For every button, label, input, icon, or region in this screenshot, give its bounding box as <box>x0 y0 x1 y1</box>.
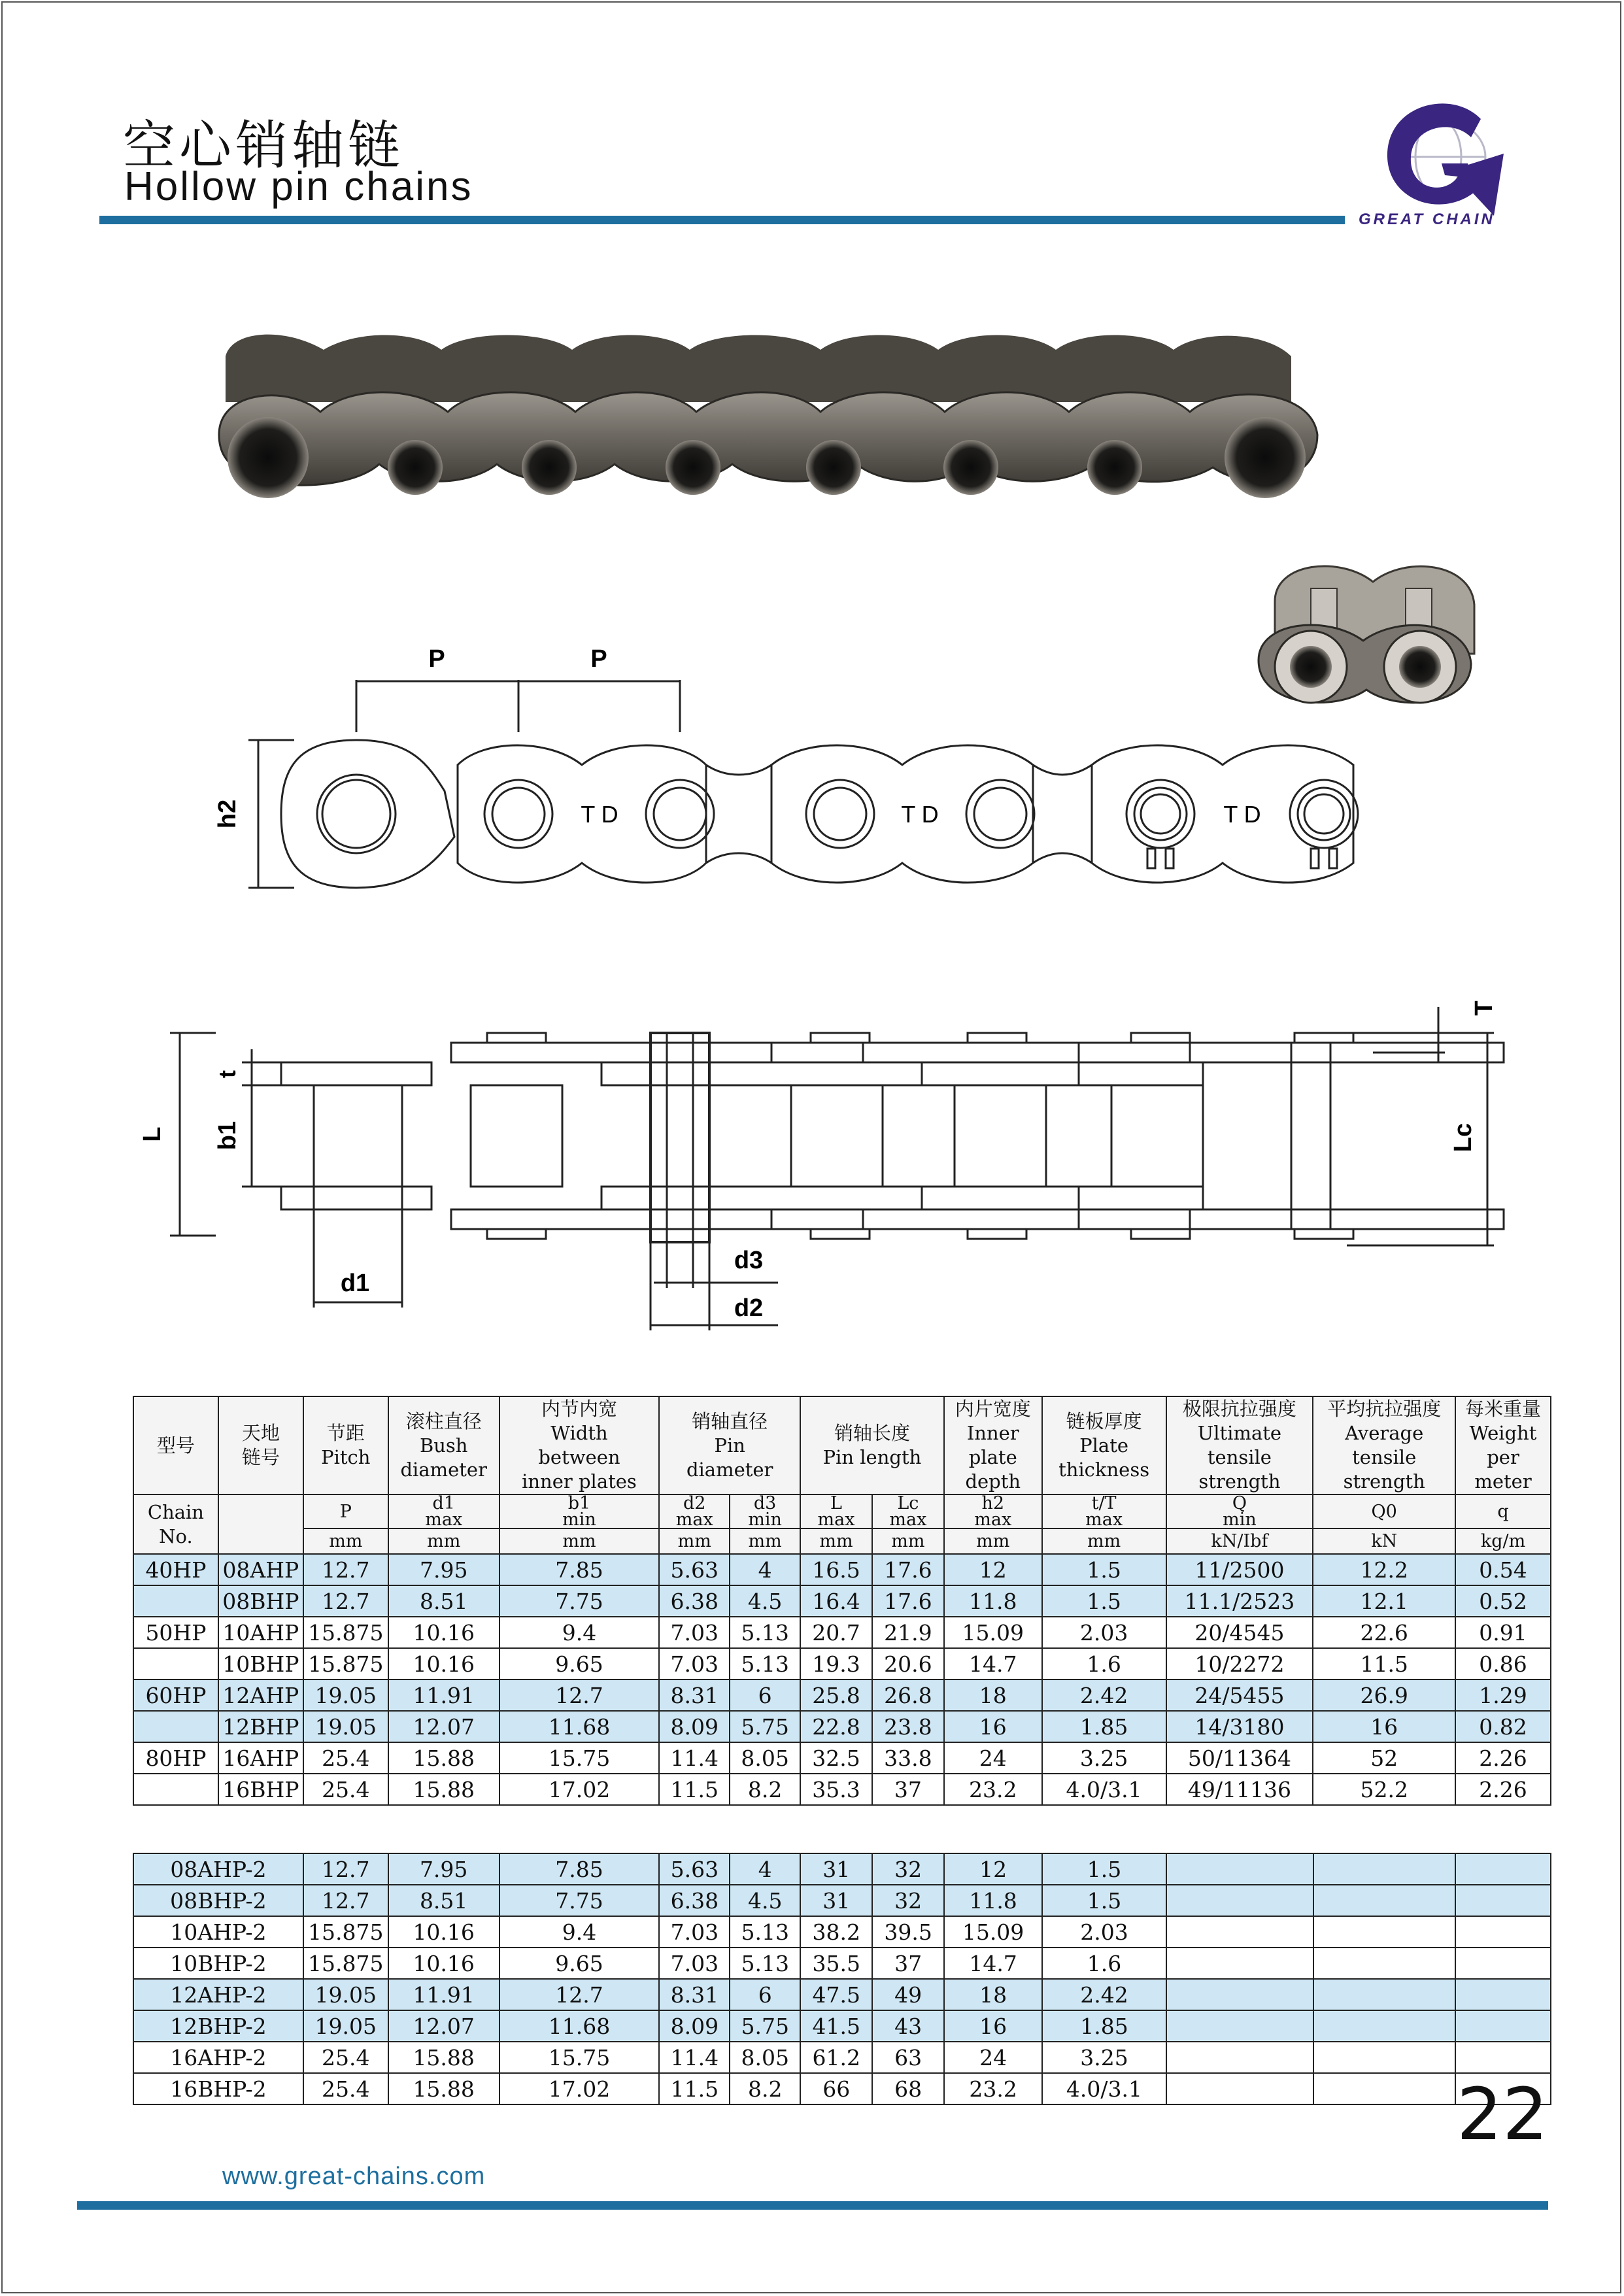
table-cell: 5.13 <box>730 1916 800 1948</box>
table-cell: 24 <box>944 1742 1042 1774</box>
table-cell: 7.03 <box>659 1648 730 1680</box>
table-cell: 7.85 <box>499 1554 660 1585</box>
table-cell: 4.0/3.1 <box>1042 2073 1166 2104</box>
sym-cell: d3 min <box>730 1494 800 1528</box>
table-cell: 15.875 <box>303 1948 388 1979</box>
label-td2: T D <box>901 801 939 828</box>
table-row <box>133 1648 1551 1680</box>
table-cell: 16 <box>944 2010 1042 2042</box>
table-cell: 12AHP-2 <box>133 1979 303 2010</box>
table-cell: 32 <box>872 1885 944 1916</box>
table-cell: 68 <box>872 2073 944 2104</box>
table-cell: 10.16 <box>388 1648 499 1680</box>
table-cell: 33.8 <box>872 1742 944 1774</box>
table-cell <box>1166 2042 1313 2073</box>
header-model: 型号 <box>133 1396 218 1494</box>
table-row <box>133 1916 1551 1948</box>
table-cell: 10.16 <box>388 1916 499 1948</box>
table-cell <box>1313 1916 1456 1948</box>
table-cell: 52 <box>1313 1742 1455 1774</box>
table-cell: 12.7 <box>499 1680 660 1711</box>
table-cell: 12.7 <box>303 1885 388 1916</box>
table-cell: 25.8 <box>800 1680 872 1711</box>
table-cell: 11.68 <box>499 2010 660 2042</box>
table-cell: 37 <box>872 1948 944 1979</box>
table-cell: 25.4 <box>303 2042 388 2073</box>
logo-text: GREAT CHAIN <box>1359 211 1495 228</box>
table-cell: 11.5 <box>1313 1648 1455 1680</box>
table-cell: 6.38 <box>659 1885 730 1916</box>
table-unit-row <box>133 1528 1551 1554</box>
unit-cell: mm <box>388 1528 499 1554</box>
label-h2: h2 <box>214 799 241 829</box>
table-cell: 0.82 <box>1455 1711 1551 1742</box>
page-number: 22 <box>1457 2072 1548 2156</box>
table-cell: 40HP <box>133 1554 218 1585</box>
table-cell: 16BHP-2 <box>133 2073 303 2104</box>
table-cell: 9.4 <box>499 1617 660 1648</box>
table-cell <box>1313 1885 1456 1916</box>
table-cell: 15.875 <box>303 1617 388 1648</box>
table-cell: 15.75 <box>499 1742 660 1774</box>
table-cell: 5.63 <box>659 1554 730 1585</box>
unit-cell: mm <box>659 1528 730 1554</box>
table-cell: 12 <box>944 1554 1042 1585</box>
table-cell: 20.6 <box>872 1648 944 1680</box>
table-cell: 11.5 <box>659 2073 730 2104</box>
table-cell: 52.2 <box>1313 1774 1455 1805</box>
table-row <box>133 1774 1551 1805</box>
table-cell <box>1313 2073 1456 2104</box>
table-cell: 7.75 <box>499 1885 660 1916</box>
table-cell: 16BHP <box>218 1774 303 1805</box>
spec-table-simplex <box>133 1396 1551 1806</box>
table-cell: 47.5 <box>800 1979 872 2010</box>
table-cell: 12BHP <box>218 1711 303 1742</box>
table-cell: 80HP <box>133 1742 218 1774</box>
table-cell: 20.7 <box>800 1617 872 1648</box>
table-cell <box>1313 2042 1456 2073</box>
table-cell: 24/5455 <box>1166 1680 1313 1711</box>
unit-cell: mm <box>944 1528 1042 1554</box>
table-cell: 1.5 <box>1042 1853 1166 1885</box>
table-cell: 8.2 <box>730 1774 800 1805</box>
table-cell: 12.07 <box>388 2010 499 2042</box>
table-row <box>133 1853 1551 1885</box>
table-cell: 8.51 <box>388 1885 499 1916</box>
table-cell: 5.13 <box>730 1617 800 1648</box>
table-cell: 26.8 <box>872 1680 944 1711</box>
table-cell <box>1166 1948 1313 1979</box>
table-cell <box>1455 1853 1551 1885</box>
table-cell <box>1455 2042 1551 2073</box>
table-cell: 1.29 <box>1455 1680 1551 1711</box>
table-cell <box>1455 1948 1551 1979</box>
header-rule <box>99 216 1345 224</box>
table-cell <box>1166 1979 1313 2010</box>
table-cell <box>1166 2073 1313 2104</box>
table-symbol-row <box>133 1494 1551 1528</box>
sym-cell: b1 min <box>499 1494 660 1528</box>
table-cell: 61.2 <box>800 2042 872 2073</box>
header-width: 内节内宽 Width between inner plates <box>499 1396 660 1494</box>
table-cell: 31 <box>800 1853 872 1885</box>
table-cell: 2.03 <box>1042 1916 1166 1948</box>
label-d2: d2 <box>734 1294 764 1322</box>
table-cell: 10AHP-2 <box>133 1916 303 1948</box>
table-cell: 49 <box>872 1979 944 2010</box>
table-cell: 11/2500 <box>1166 1554 1313 1585</box>
unit-cell: mm <box>499 1528 660 1554</box>
label-T: T <box>1470 1000 1498 1016</box>
table-cell: 50HP <box>133 1617 218 1648</box>
table-cell: 12.1 <box>1313 1585 1455 1617</box>
table-cell: 21.9 <box>872 1617 944 1648</box>
label-td1: T D <box>581 801 618 828</box>
table-header-row <box>133 1396 1551 1494</box>
table-cell: 11.68 <box>499 1711 660 1742</box>
table-cell: 6.38 <box>659 1585 730 1617</box>
table-cell: 1.85 <box>1042 2010 1166 2042</box>
table-cell: 23.8 <box>872 1711 944 1742</box>
table-cell: 7.95 <box>388 1554 499 1585</box>
table-cell: 11.4 <box>659 1742 730 1774</box>
table-cell: 08AHP <box>218 1554 303 1585</box>
chain-side-view-diagram <box>196 641 1406 902</box>
label-b1: b1 <box>214 1121 241 1151</box>
table-cell <box>133 1648 218 1680</box>
unit-cell: mm <box>1042 1528 1166 1554</box>
sym-cell: h2 max <box>944 1494 1042 1528</box>
table-cell: 50/11364 <box>1166 1742 1313 1774</box>
table-cell: 12.2 <box>1313 1554 1455 1585</box>
table-cell: 08BHP <box>218 1585 303 1617</box>
table-cell: 35.5 <box>800 1948 872 1979</box>
header-empty <box>218 1494 303 1554</box>
table-cell: 15.88 <box>388 1774 499 1805</box>
table-cell: 1.85 <box>1042 1711 1166 1742</box>
table-cell: 9.65 <box>499 1648 660 1680</box>
table-cell: 22.6 <box>1313 1617 1455 1648</box>
table-cell: 15.875 <box>303 1648 388 1680</box>
table-cell: 12AHP <box>218 1680 303 1711</box>
label-d3: d3 <box>734 1247 764 1274</box>
table-cell: 32.5 <box>800 1742 872 1774</box>
table-cell: 10BHP-2 <box>133 1948 303 1979</box>
website-link[interactable]: www.great-chains.com <box>222 2163 486 2190</box>
table-row <box>133 1617 1551 1648</box>
table-cell: 11.8 <box>944 1885 1042 1916</box>
table-cell: 10.16 <box>388 1948 499 1979</box>
table-cell: 18 <box>944 1979 1042 2010</box>
table-cell: 63 <box>872 2042 944 2073</box>
table-cell: 7.75 <box>499 1585 660 1617</box>
table-cell: 8.31 <box>659 1979 730 2010</box>
table-cell: 25.4 <box>303 1742 388 1774</box>
table-cell: 11.91 <box>388 1979 499 2010</box>
table-cell <box>1166 1853 1313 1885</box>
table-cell <box>1313 2010 1456 2042</box>
table-cell: 26.9 <box>1313 1680 1455 1711</box>
table-cell: 25.4 <box>303 2073 388 2104</box>
table-cell: 15.75 <box>499 2042 660 2073</box>
table-cell: 66 <box>800 2073 872 2104</box>
table-cell: 15.88 <box>388 1742 499 1774</box>
table-cell: 2.26 <box>1455 1774 1551 1805</box>
table-cell: 2.42 <box>1042 1680 1166 1711</box>
header-pin-length: 销轴长度 Pin length <box>800 1396 944 1494</box>
chain-top-view-diagram <box>131 981 1517 1347</box>
table-cell: 14/3180 <box>1166 1711 1313 1742</box>
sym-cell: Q0 <box>1313 1494 1455 1528</box>
table-cell: 12BHP-2 <box>133 2010 303 2042</box>
header-bush: 滚柱直径 Bush diameter <box>388 1396 499 1494</box>
table-cell: 9.4 <box>499 1916 660 1948</box>
table-row <box>133 1554 1551 1585</box>
header-plate-thickness: 链板厚度 Plate thickness <box>1042 1396 1166 1494</box>
table-cell: 9.65 <box>499 1948 660 1979</box>
table-cell: 1.5 <box>1042 1885 1166 1916</box>
table-cell: 1.5 <box>1042 1585 1166 1617</box>
table-cell: 2.03 <box>1042 1617 1166 1648</box>
table-cell: 8.09 <box>659 1711 730 1742</box>
table-cell: 1.6 <box>1042 1648 1166 1680</box>
header-ultimate: 极限抗拉强度 Ultimate tensile strength <box>1166 1396 1313 1494</box>
table-cell: 16AHP <box>218 1742 303 1774</box>
table-cell <box>1455 2010 1551 2042</box>
table-row <box>133 1742 1551 1774</box>
table-cell: 3.25 <box>1042 1742 1166 1774</box>
table-cell <box>1455 1979 1551 2010</box>
table-cell: 22.8 <box>800 1711 872 1742</box>
table-cell <box>1313 1853 1456 1885</box>
table-cell: 37 <box>872 1774 944 1805</box>
table-cell: 6 <box>730 1979 800 2010</box>
table-cell: 19.3 <box>800 1648 872 1680</box>
table-cell: 08AHP-2 <box>133 1853 303 1885</box>
header-tiandi: 天地 链号 <box>218 1396 303 1494</box>
table-cell: 35.3 <box>800 1774 872 1805</box>
table-cell: 16.5 <box>800 1554 872 1585</box>
table-row <box>133 2010 1551 2042</box>
table-cell <box>1166 2010 1313 2042</box>
unit-cell: mm <box>730 1528 800 1554</box>
table-cell <box>133 1774 218 1805</box>
table-cell: 5.63 <box>659 1853 730 1885</box>
table-cell: 7.03 <box>659 1617 730 1648</box>
sym-cell: L max <box>800 1494 872 1528</box>
table-cell: 11.4 <box>659 2042 730 2073</box>
table-cell: 16 <box>1313 1711 1455 1742</box>
table-cell: 8.09 <box>659 2010 730 2042</box>
unit-cell: kg/m <box>1455 1528 1551 1554</box>
table-cell: 16 <box>944 1711 1042 1742</box>
table-cell: 12.7 <box>303 1853 388 1885</box>
table-row <box>133 1711 1551 1742</box>
table-cell: 10.16 <box>388 1617 499 1648</box>
label-p1: P <box>428 645 445 673</box>
table-cell: 1.5 <box>1042 1554 1166 1585</box>
page-title-cn: 空心销轴链 <box>123 115 404 176</box>
table-cell <box>1313 1948 1456 1979</box>
table-cell: 3.25 <box>1042 2042 1166 2073</box>
table-cell: 7.95 <box>388 1853 499 1885</box>
table-cell: 12 <box>944 1853 1042 1885</box>
sym-cell: d2 max <box>659 1494 730 1528</box>
table-cell: 1.6 <box>1042 1948 1166 1979</box>
table-cell <box>1166 1916 1313 1948</box>
table-cell: 39.5 <box>872 1916 944 1948</box>
table-cell: 5.13 <box>730 1948 800 1979</box>
unit-cell: kN <box>1313 1528 1455 1554</box>
table-cell: 15.09 <box>944 1916 1042 1948</box>
table-row <box>133 1680 1551 1711</box>
table-cell: 14.7 <box>944 1948 1042 1979</box>
table-cell: 0.52 <box>1455 1585 1551 1617</box>
spec-table-duplex <box>133 1853 1551 2105</box>
footer-rule <box>77 2201 1548 2210</box>
table-cell: 16AHP-2 <box>133 2042 303 2073</box>
unit-cell: mm <box>872 1528 944 1554</box>
table-cell: 12.7 <box>303 1585 388 1617</box>
table-cell: 11.91 <box>388 1680 499 1711</box>
table-row <box>133 1948 1551 1979</box>
label-t: t <box>214 1070 241 1078</box>
table-cell: 7.85 <box>499 1853 660 1885</box>
page-title-en: Hollow pin chains <box>124 164 473 209</box>
table-row <box>133 2042 1551 2073</box>
table-cell: 19.05 <box>303 1711 388 1742</box>
table-cell: 4.5 <box>730 1885 800 1916</box>
table-cell: 2.26 <box>1455 1742 1551 1774</box>
table-cell <box>1313 1979 1456 2010</box>
table-cell: 8.05 <box>730 1742 800 1774</box>
header-weight: 每米重量 Weight per meter <box>1455 1396 1551 1494</box>
table-cell: 4 <box>730 1853 800 1885</box>
table-cell: 17.6 <box>872 1585 944 1617</box>
table-row <box>133 1885 1551 1916</box>
table-cell: 20/4545 <box>1166 1617 1313 1648</box>
table-cell: 11.5 <box>659 1774 730 1805</box>
table-cell: 15.88 <box>388 2042 499 2073</box>
table-cell: 41.5 <box>800 2010 872 2042</box>
sym-cell: Lc max <box>872 1494 944 1528</box>
table-cell: 5.13 <box>730 1648 800 1680</box>
table-cell: 14.7 <box>944 1648 1042 1680</box>
table-cell <box>133 1711 218 1742</box>
table-cell: 43 <box>872 2010 944 2042</box>
table-cell: 0.54 <box>1455 1554 1551 1585</box>
table-cell: 17.6 <box>872 1554 944 1585</box>
label-L: L <box>139 1126 166 1142</box>
label-Lc: Lc <box>1449 1123 1477 1153</box>
table-cell: 25.4 <box>303 1774 388 1805</box>
table-cell: 8.51 <box>388 1585 499 1617</box>
table-cell: 31 <box>800 1885 872 1916</box>
table-cell: 15.88 <box>388 2073 499 2104</box>
table-cell: 12.7 <box>303 1554 388 1585</box>
table-cell: 23.2 <box>944 1774 1042 1805</box>
table-cell: 4.0/3.1 <box>1042 1774 1166 1805</box>
table-cell: 19.05 <box>303 1680 388 1711</box>
table-row <box>133 2073 1551 2104</box>
table-cell: 5.75 <box>730 2010 800 2042</box>
table-cell: 10BHP <box>218 1648 303 1680</box>
header-chain-no: Chain No. <box>133 1494 218 1554</box>
table-cell: 08BHP-2 <box>133 1885 303 1916</box>
table-cell: 60HP <box>133 1680 218 1711</box>
table-cell <box>1455 1885 1551 1916</box>
table-cell: 16.4 <box>800 1585 872 1617</box>
table-cell: 32 <box>872 1853 944 1885</box>
table-cell: 4 <box>730 1554 800 1585</box>
table-cell: 23.2 <box>944 2073 1042 2104</box>
table-cell: 11.1/2523 <box>1166 1585 1313 1617</box>
label-p2: P <box>590 645 607 673</box>
hollow-pin-chain-photo <box>206 324 1340 539</box>
table-cell: 24 <box>944 2042 1042 2073</box>
unit-cell: mm <box>303 1528 388 1554</box>
table-cell: 8.2 <box>730 2073 800 2104</box>
label-d1: d1 <box>340 1270 370 1297</box>
table-cell: 4.5 <box>730 1585 800 1617</box>
table-cell: 17.02 <box>499 1774 660 1805</box>
table-cell: 8.31 <box>659 1680 730 1711</box>
table-cell: 18 <box>944 1680 1042 1711</box>
table-cell: 10/2272 <box>1166 1648 1313 1680</box>
table-cell: 2.42 <box>1042 1979 1166 2010</box>
table-row <box>133 1979 1551 2010</box>
sym-cell: d1 max <box>388 1494 499 1528</box>
unit-cell: kN/Ibf <box>1166 1528 1313 1554</box>
table-cell: 7.03 <box>659 1916 730 1948</box>
sym-cell: q <box>1455 1494 1551 1528</box>
sym-cell: t/T max <box>1042 1494 1166 1528</box>
table-cell: 49/11136 <box>1166 1774 1313 1805</box>
table-row <box>133 1585 1551 1617</box>
table-cell: 12.07 <box>388 1711 499 1742</box>
table-cell: 38.2 <box>800 1916 872 1948</box>
table-cell: 19.05 <box>303 2010 388 2042</box>
table-cell: 0.91 <box>1455 1617 1551 1648</box>
header-inner-plate: 内片宽度 Inner plate depth <box>944 1396 1042 1494</box>
table-cell: 15.09 <box>944 1617 1042 1648</box>
label-td3: T D <box>1223 801 1261 828</box>
header-pin-diameter: 销轴直径 Pin diameter <box>659 1396 800 1494</box>
table-cell: 12.7 <box>499 1979 660 2010</box>
table-cell: 17.02 <box>499 2073 660 2104</box>
table-cell: 19.05 <box>303 1979 388 2010</box>
sym-cell: P <box>303 1494 388 1528</box>
table-cell: 7.03 <box>659 1948 730 1979</box>
table-cell <box>1166 1885 1313 1916</box>
table-cell: 8.05 <box>730 2042 800 2073</box>
header-average: 平均抗拉强度 Average tensile strength <box>1313 1396 1455 1494</box>
table-cell: 0.86 <box>1455 1648 1551 1680</box>
sym-cell: Q min <box>1166 1494 1313 1528</box>
table-cell <box>1455 1916 1551 1948</box>
table-cell: 5.75 <box>730 1711 800 1742</box>
header-pitch: 节距 Pitch <box>303 1396 388 1494</box>
unit-cell: mm <box>800 1528 872 1554</box>
table-cell: 11.8 <box>944 1585 1042 1617</box>
table-cell <box>133 1585 218 1617</box>
table-cell: 15.875 <box>303 1916 388 1948</box>
table-cell: 10AHP <box>218 1617 303 1648</box>
table-cell: 6 <box>730 1680 800 1711</box>
